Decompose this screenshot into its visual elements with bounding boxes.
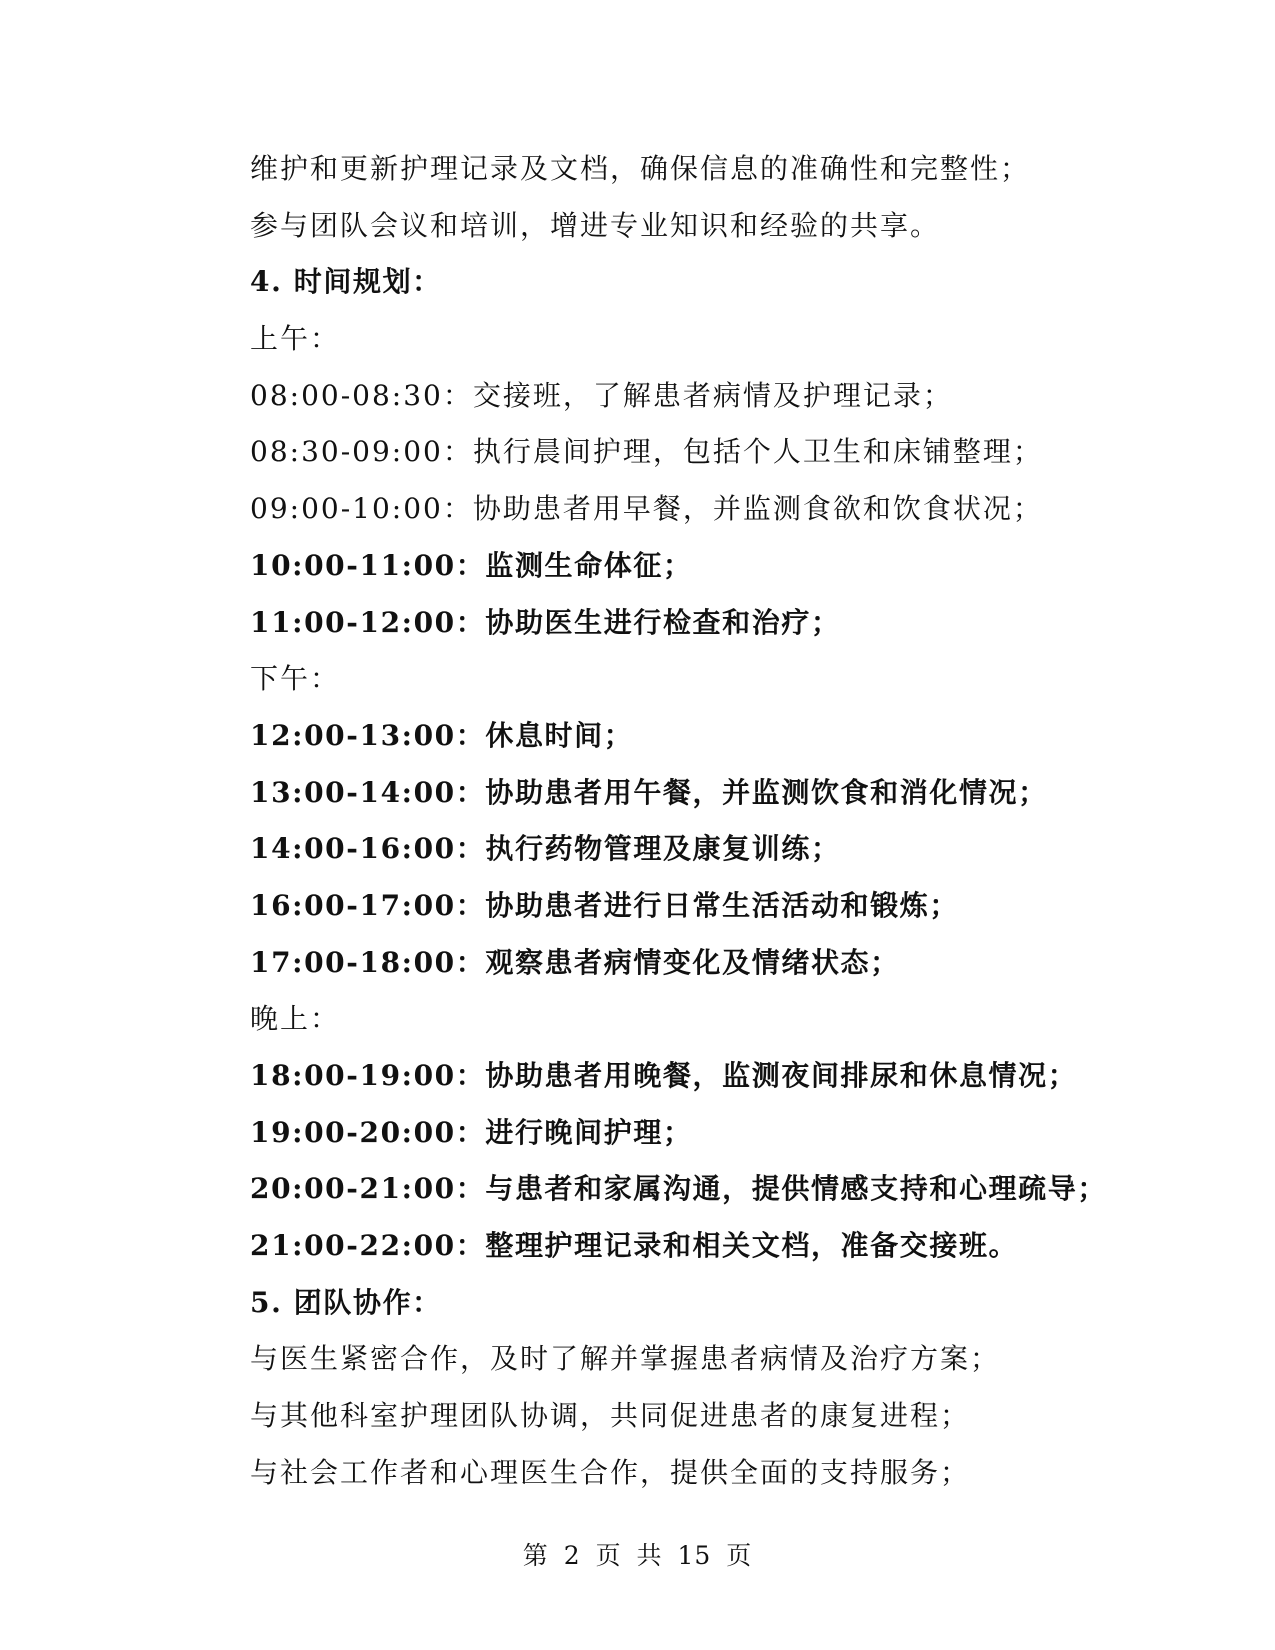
schedule-item: 20:00-21:00：与患者和家属沟通，提供情感支持和心理疏导；: [250, 1172, 1107, 1206]
text-line: 维护和更新护理记录及文档，确保信息的准确性和完整性；: [250, 152, 1031, 185]
schedule-item: 10:00-11:00：监测生命体征；: [250, 548, 693, 582]
schedule-item: 09:00-10:00：协助患者用早餐，并监测食欲和饮食状况；: [250, 492, 1043, 526]
schedule-item: 17:00-18:00：观察患者病情变化及情绪状态；: [250, 945, 900, 979]
section-heading: 5. 团队协作：: [250, 1285, 442, 1319]
schedule-item: 19:00-20:00：进行晚间护理；: [250, 1115, 693, 1149]
text-line: 参与团队会议和培训，增进专业知识和经验的共享。: [250, 208, 941, 242]
schedule-item: 16:00-17:00：协助患者进行日常生活活动和锻炼；: [250, 888, 959, 922]
text-line: 与社会工作者和心理医生合作，提供全面的支持服务；: [250, 1455, 971, 1489]
period-label: 晚上：: [250, 1002, 341, 1036]
schedule-item: 21:00-22:00：整理护理记录和相关文档，准备交接班。: [250, 1229, 1019, 1263]
document-body: [250, 141, 1150, 1502]
schedule-item: 08:30-09:00：执行晨间护理，包括个人卫生和床铺整理；: [250, 435, 1043, 469]
period-label: 下午：: [250, 662, 341, 696]
schedule-item: 08:00-08:30：交接班，了解患者病情及护理记录；: [250, 378, 953, 412]
schedule-item: 13:00-14:00：协助患者用午餐，并监测饮食和消化情况；: [250, 775, 1048, 809]
section-heading: 4. 时间规划：: [250, 265, 442, 299]
text-line: 与医生紧密合作，及时了解并掌握患者病情及治疗方案；: [250, 1342, 1001, 1376]
period-label: 上午：: [250, 322, 341, 356]
text-line: 与其他科室护理团队协调，共同促进患者的康复进程；: [250, 1399, 971, 1433]
schedule-item: 18:00-19:00：协助患者用晚餐，监测夜间排尿和休息情况；: [250, 1059, 1078, 1092]
schedule-item: 12:00-13:00：休息时间；: [250, 718, 634, 752]
schedule-item: 14:00-16:00：执行药物管理及康复训练；: [250, 832, 841, 866]
schedule-item: 11:00-12:00：协助医生进行检查和治疗；: [250, 605, 841, 639]
page-footer: 第 2 页 共 15 页: [522, 1541, 753, 1570]
